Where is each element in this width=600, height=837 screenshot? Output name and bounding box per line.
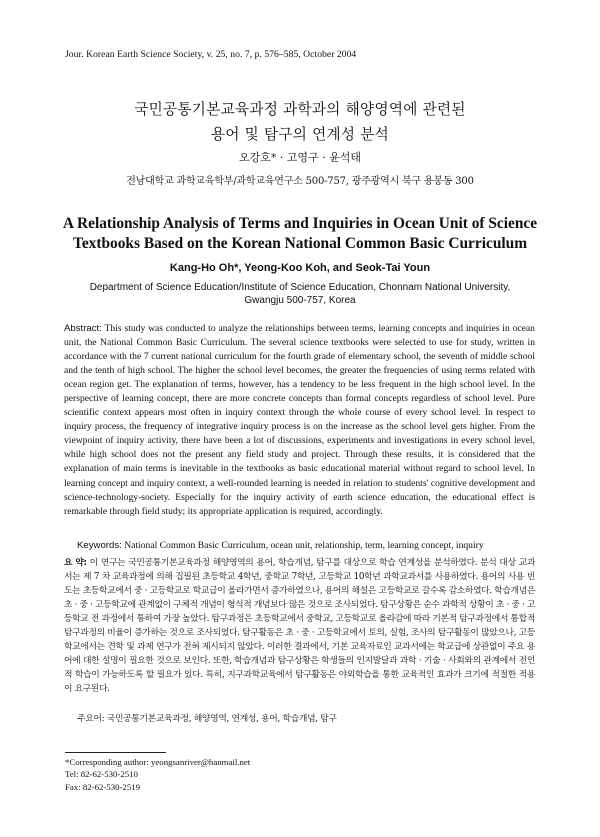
korean-keywords — [77, 711, 537, 724]
english-title-line-1: A Relationship Analysis of Terms and Inquiries in Ocean Unit of Science — [62, 215, 538, 232]
korean-abstract-label: 요 약: — [64, 558, 87, 568]
korean-title — [0, 97, 600, 147]
english-title-line-2: Textbooks Based on the Korean National Common Basic Curriculum — [72, 235, 528, 252]
korean-title-line-2: 용어 및 탐구의 연계성 분석 — [210, 126, 390, 143]
korean-abstract — [64, 556, 535, 696]
english-keywords — [77, 540, 537, 551]
english-abstract — [64, 322, 535, 519]
korean-authors: 오강호* · 고영구 · 윤석태 — [238, 151, 362, 164]
abstract-text: This study was conducted to analyze the relationships between terms, learning concepts and inquiries in ocean unit, the National Common Basic Curriculum. The several science textbooks were selected to use for study, written in accordance with the 7 current national curriculum for the fourth grade of elementary school, the seventh of middle school and the tenth of high school. The higher the school level becomes, the greater the frequencies of using terms related with ocean region get. The explanation of terms, however, has a tendency to be less frequent in the high school level. In the perspective of learning concept, there are more concrete concepts than formal concepts regardless of school level. Pure scientific context appears most often in inquiry context through the whole course of every school level. In respect to inquiry process, the frequency of integrative inquiry process is on the increase as the school level gets higher. From the viewpoint of inquiry activity, there have been a lot of discussions, experiments and investigations in every school level, while high school does not the present any field study and project. Through these results, it is considered that the explanation of main terms is inevitable in the textbooks as basic educational material without regard to school level. In learning concept and inquiry context, a well-rounded learning is needed in relation to students' cognitive development and science-technology-society. Especially for the inquiry activity of earth science education, the educational effect is remarkable through field study; its appropriate application is required, accordingly. — [64, 323, 535, 517]
telephone-note: Tel: 82-62-530-2510 — [65, 769, 138, 780]
korean-title-line-1: 국민공통기본교육과정 과학과의 해양영역에 관련된 — [134, 101, 466, 118]
fax-note: Fax: 82-62-530-2519 — [65, 781, 141, 792]
keywords-text: National Common Basic Curriculum, ocean unit, relationship, term, learning concept, inquiry — [124, 540, 484, 551]
abstract-label: Abstract: — [64, 323, 102, 334]
korean-abstract-text: 이 연구는 국민공통기본교육과정 해양영역의 용어, 학습개념, 탐구를 대상으로 학습 연계성을 분석하였다. 분석 대상 교과서는 제 7 차 교육과정에 의해 집필된 초등학교 4학년, 중학교 7학년, 고등학교 10학년 과학교과서를 사용하였다. 용어의 사용 빈도는 초등학교에서 중 · 고등학교로 학교급이 올라가면서 증가하였으나, 용어의 해설은 고등학교로 갈수록 감소하였다. 학습개념은 초 · 중 · 고등학교에 관계없이 구체적 개념이 형식적 개념보다 많은 것으로 조사되었다. 탐구상황은 순수 과학적 상황이 초 · 중 · 고등학교 전 과정에서 통하여 가장 높았다. 탐구과정은 초등학교에서 중학교, 고등학교로 올라감에 따라 기본적 탐구과정에서 통합적 탐구과정의 비율이 증가하는 것으로 조사되었다. 탐구활동은 초 · 중 · 고등학교에서 토의, 실험, 조사의 탐구활동이 많았으나, 고등학교에서는 견학 및 과제 연구가 전혀 제시되지 않았다. 이러한 결과에서, 기본 교육자료인 교과서에는 학교급에 상관없이 주요 용어에 대한 설명이 필요한 것으로 보인다. 또한, 학습개념과 탐구상황은 학생들의 인지발달과 과학 · 기술 · 사회와의 관계에서 전인적 학습이 가능하도록 할 필요가 있다. 특히, 지구과학교육에서 탐구활동은 야외학습을 통한 교육적인 효과가 크기에 적절한 적용이 요구된다. — [64, 558, 535, 695]
footnotes — [65, 756, 250, 793]
korean-keywords-text: 국민공통기본교육과정, 해양영역, 연계성, 용어, 학습개념, 탐구 — [106, 714, 337, 724]
journal-citation: Jour. Korean Earth Science Society, v. 25, no. 7, p. 576–585, October 2004 — [65, 49, 357, 60]
corresponding-author-note: *Corresponding author: yeongsanriver@hanmail.net — [65, 757, 251, 767]
english-title — [0, 214, 600, 254]
english-affiliation: Department of Science Education/Institute of Science Education, Chonnam National University, Gwangju 500-757, Korea — [89, 282, 511, 306]
korean-keywords-label: 주요어: — [77, 714, 105, 724]
footnote-divider — [65, 752, 166, 753]
keywords-label: Keywords: — [77, 540, 122, 551]
english-authors: Kang-Ho Oh*, Yeong-Koo Koh, and Seok-Tai Youn — [169, 262, 431, 274]
korean-affiliation: 전남대학교 과학교육학부/과학교육연구소 500-757, 광주광역시 북구 용봉동 300 — [126, 176, 474, 187]
